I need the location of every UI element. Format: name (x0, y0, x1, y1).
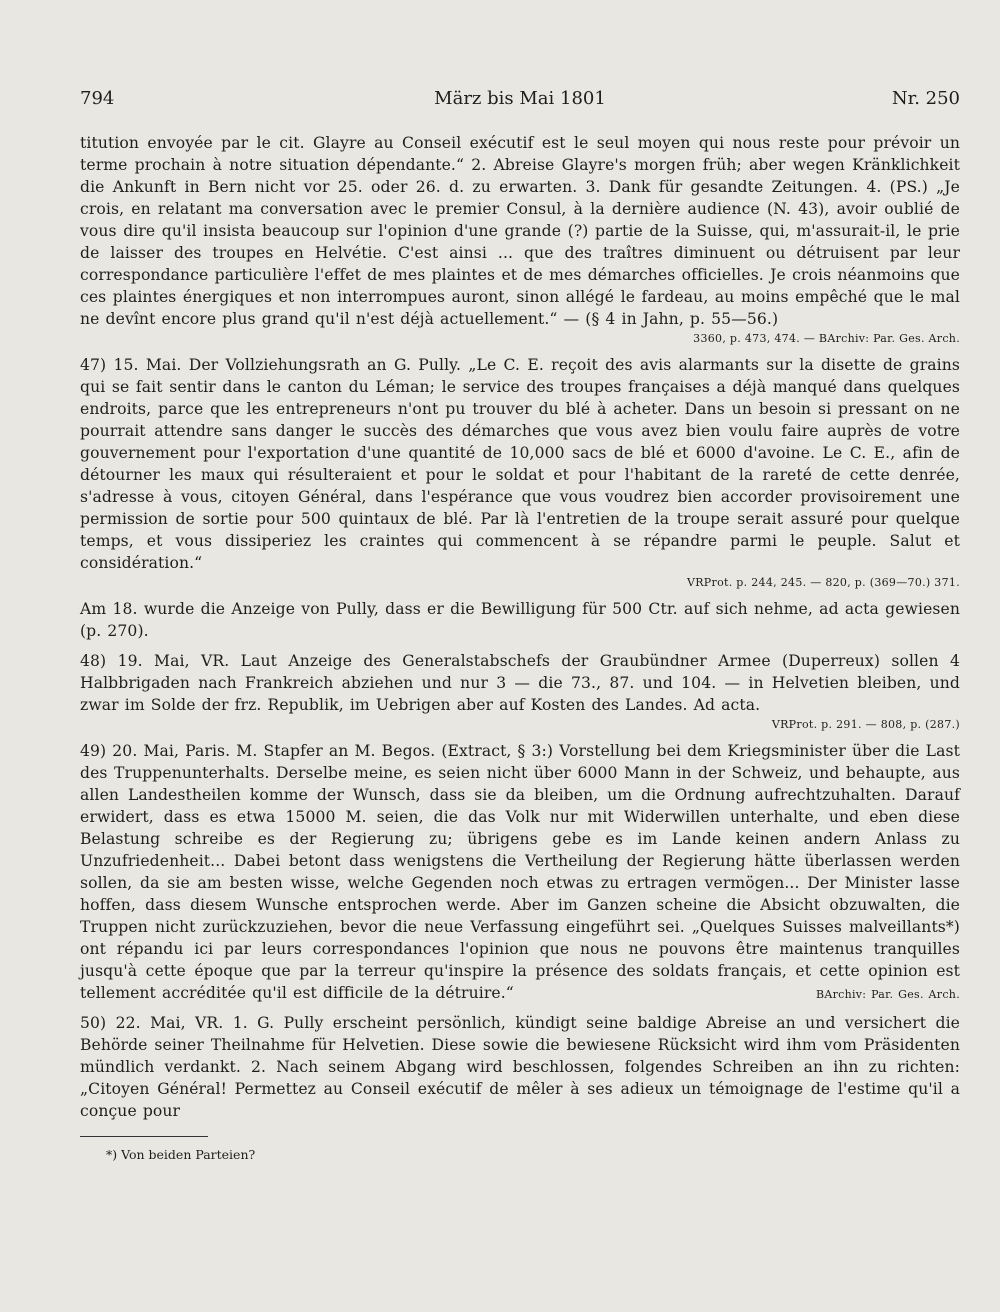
paragraph-continuation: titution envoyée par le cit. Glayre au Conseil exécutif est le seul moyen qui nous reste pour prévoir un terme prochain à notre situation dépendante.“ 2. Abreise Glayre's morgen früh; aber wegen Kränklichkeit die Ankunft in Bern nicht vor 25. oder 26. d. zu erwarten. 3. Dank für gesandte Zeitungen. 4. (PS.) „Je crois, en relatant ma conversation avec le premier Consul, à la dernière audience (N. 43), avoir oublié de vous dire qu'il insista beaucoup sur l'opinion d'une grande (?) partie de la Suisse, qui, m'assurait-il, le prie de laisser des troupes en Helvétie. C'est ainsi ... que des traîtres diminuent ou détruisent par leur correspondance particulière l'effet de mes plaintes et de mes démarches officielles. Je crois néanmoins que ces plaintes énergiques et non interrompues auront, sinon allégé le fardeau, au moins empêché que le mal ne devînt encore plus grand qu'il n'est déjà actuellement.“ — (§ 4 in Jahn, p. 55—56.) (80, 134, 960, 328)
source-citation: VRProt. p. 291. — 808, p. (287.) (771, 718, 960, 731)
source-citation: VRProt. p. 244, 245. — 820, p. (369—70.) 371. (686, 576, 960, 589)
running-title: März bis Mai 1801 (434, 88, 606, 109)
entry-49-block (80, 740, 960, 1004)
page-number: 794 (80, 88, 115, 109)
entry-49 (80, 740, 960, 1004)
entry-49-text: 49) 20. Mai, Paris. M. Stapfer an M. Begos. (Extract, § 3:) Vorstellung bei dem Kriegsminister über die Last des Truppenunterhalts. Derselbe meine, es seien nicht über 6000 Mann in der Schweiz, und behaupte, aus allen Landestheilen komme der Wunsch, dass sie da bleiben, um die Ordnung aufrechtzuhalten. Darauf erwidert, dass es etwa 15000 M. seien, die das Volk nur mit Widerwillen unterhalte, und eben diese Belastung schreibe es der Regierung zu; übrigens gebe es im Lande keinen andern Anlass zu Unzufriedenheit... Dabei betont dass wenigstens die Vertheilung der Regierung hätte überlassen werden sollen, da sie am besten wisse, welche Gegenden noch etwas zu ertragen vermögen... Der Minister lasse hoffen, dass diesem Wunsche entsprochen werde. Aber im Ganzen scheine die Absicht obzuwalten, die Truppen nicht zurückzuziehen, bevor die neue Verfassung eingeführt sei. „Quelques Suisses malveillants*) ont répandu ici par leurs correspondances l'opinion que nous ne pouvons être maintenus tranquilles jusqu'à cette époque que par la terreur qu'inspire la présence des soldats français, et cette opinion est tellement accréditée qu'il est difficile de la détruire.“ (80, 742, 960, 1002)
entry-47-note: Am 18. wurde die Anzeige von Pully, dass er die Bewilligung für 500 Ctr. auf sich nehme, ad acta gewiesen (p. 270). (80, 600, 960, 640)
entry-48: 48) 19. Mai, VR. Laut Anzeige des Generalstabschefs der Graubündner Armee (Duperreux) sollen 4 Halbbrigaden nach Frankreich abziehen und nur 3 — die 73., 87. und 104. — in Helvetien bleiben, und zwar im Solde der frz. Republik, im Uebrigen aber auf Kosten des Landes. Ad acta. (80, 652, 960, 714)
document-number: Nr. 250 (891, 88, 960, 109)
footnote-divider (80, 1136, 208, 1137)
entry-47: 47) 15. Mai. Der Vollziehungsrath an G. Pully. „Le C. E. reçoit des avis alarmants sur la disette de grains qui se fait sentir dans le canton du Léman; le service des troupes françaises a déjà manqué dans quelques endroits, parce que les entrepreneurs n'ont pu trouver du blé à acheter. Dans un besoin si pressant on ne pourrait attendre sans danger le succès des démarches que vous avez bien voulu faire auprès de votre gouvernement pour l'exportation d'une quantité de 10,000 sacs de blé et 6000 d'avoine. Le C. E., afin de détourner les maux qui résulteraient et pour le soldat et pour l'habitant de la rareté de cette denrée, s'adresse à vous, citoyen Général, dans l'espérance que vous voudrez bien accorder provisoirement une permission de sortie pour 500 quintaux de blé. Par là l'entretien de la troupe serait assuré pour quelque temps, et vous dissiperiez les craintes qui commencent à se répandre parmi le peuple. Salut et considération.“ (80, 356, 960, 572)
entry-50: 50) 22. Mai, VR. 1. G. Pully erscheint persönlich, kündigt seine baldige Abreise an und versichert die Behörde seiner Theilnahme für Helvetien. Diese sowie die bewiesene Rücksicht wird ihm vom Präsidenten mündlich verdankt. 2. Nach seinem Abgang wird beschlossen, folgendes Schreiben an ihn zu richten: „Citoyen Général! Permettez au Conseil exécutif de mêler à ses adieux un témoignage de l'estime qu'il a conçue pour (80, 1014, 960, 1120)
source-citation: 3360, p. 473, 474. — BArchiv: Par. Ges. Arch. (693, 332, 960, 345)
source-citation: BArchiv: Par. Ges. Arch. (815, 988, 960, 1001)
footnote: *) Von beiden Parteien? (106, 1147, 256, 1162)
running-header (80, 88, 960, 122)
